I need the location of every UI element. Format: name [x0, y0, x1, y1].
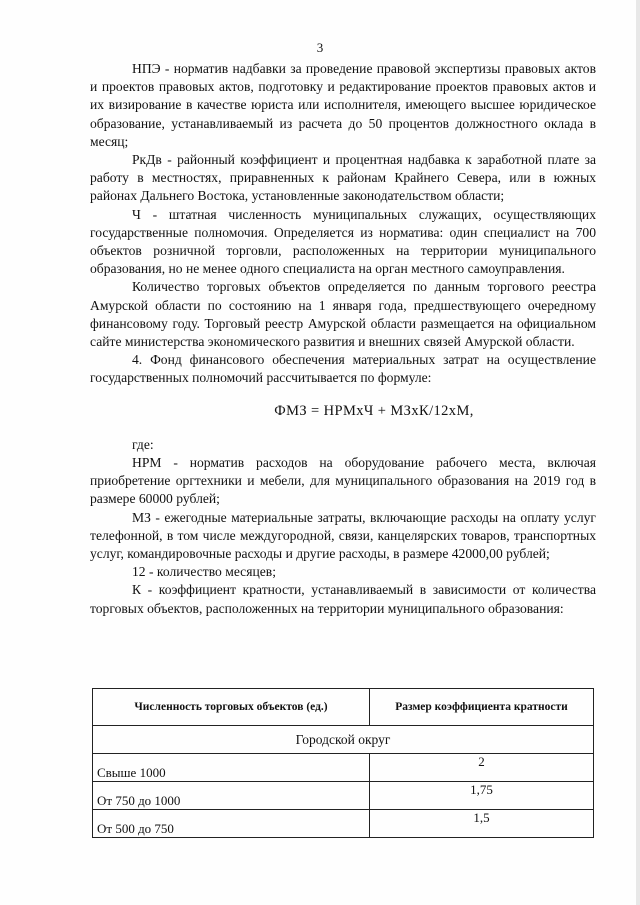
paragraph-section-4: 4. Фонд финансового обеспечения материальных затрат на осуществление государственных полномочий рассчитывается по формуле: — [90, 352, 596, 386]
table-cell-range: От 500 до 750 — [93, 810, 370, 838]
table-cell-range: Свыше 1000 — [93, 754, 370, 782]
table-cell-coef: 1,5 — [370, 810, 594, 838]
paragraph-ch: Ч - штатная численность муниципальных служащих, осуществляющих государственные полномочия. Определяется из норматива: один специалист на 700 объектов розничной торговли, расположенных на территории муниципального образования, но не менее одного специалиста на орган местного самоуправления. — [90, 206, 596, 277]
definition-nrm: НРМ - норматив расходов на оборудование рабочего места, включая приобретение оргтехники и мебели, для муниципального образования на 2019 год в размере 60000 рублей; — [90, 455, 596, 507]
paragraph-trade-objects: Количество торговых объектов определяется по данным торгового реестра Амурской области по состоянию на 1 января года, предшествующего очередному финансовому году. Торговый реестр Амурской области размещается на официальном сайте министерства экономического развития и внешних связей Амурской области. — [90, 279, 596, 350]
table-group-row — [93, 726, 594, 754]
table-group-label: Городской округ — [93, 726, 594, 754]
table-row — [93, 754, 594, 782]
where-label: где: — [132, 436, 154, 452]
page-number: 3 — [316, 40, 324, 55]
scan-edge — [636, 0, 640, 905]
table-row — [93, 810, 594, 838]
coefficient-table — [92, 688, 594, 838]
table-cell-coef: 1,75 — [370, 782, 594, 810]
table-row — [93, 782, 594, 810]
table-header-coef: Размер коэффициента кратности — [370, 689, 594, 726]
table-header-count: Численность торговых объектов (ед.) — [93, 689, 370, 726]
table-header-row — [93, 689, 594, 726]
table-cell-coef: 2 — [370, 754, 594, 782]
document-body — [90, 60, 596, 618]
definition-mz: МЗ - ежегодные материальные затраты, включающие расходы на оплату услуг телефонной, в том числе междугородной, связи, канцелярских товаров, транспортных услуг, командировочные расходы и другие расходы, в размере 42000,00 рублей; — [90, 509, 596, 562]
definition-k: К - коэффициент кратности, устанавливаемый в зависимости от количества торговых объектов, расположенных на территории муниципального образования: — [90, 582, 596, 616]
paragraph-npe: НПЭ - норматив надбавки за проведение правовой экспертизы правовых актов и проектов правовых актов, подготовку и редактирование проектов правовых актов и их визирование в качестве юриста или исполнителя, имеющего высшее юридическое образование, устанавливаемый из расчета до 50 процентов должностного оклада в месяц; — [90, 61, 596, 149]
formula: ФМЗ = НРМхЧ + МЗхК/12хМ, — [274, 402, 474, 419]
paragraph-rkdv: РкДв - районный коэффициент и процентная надбавка к заработной плате за работу в местностях, приравненных к районам Крайнего Севера, или в южных районах Дальнего Востока, установленные законодательством области; — [90, 152, 596, 204]
table-cell-range: От 750 до 1000 — [93, 782, 370, 810]
definition-months: 12 - количество месяцев; — [132, 564, 276, 580]
